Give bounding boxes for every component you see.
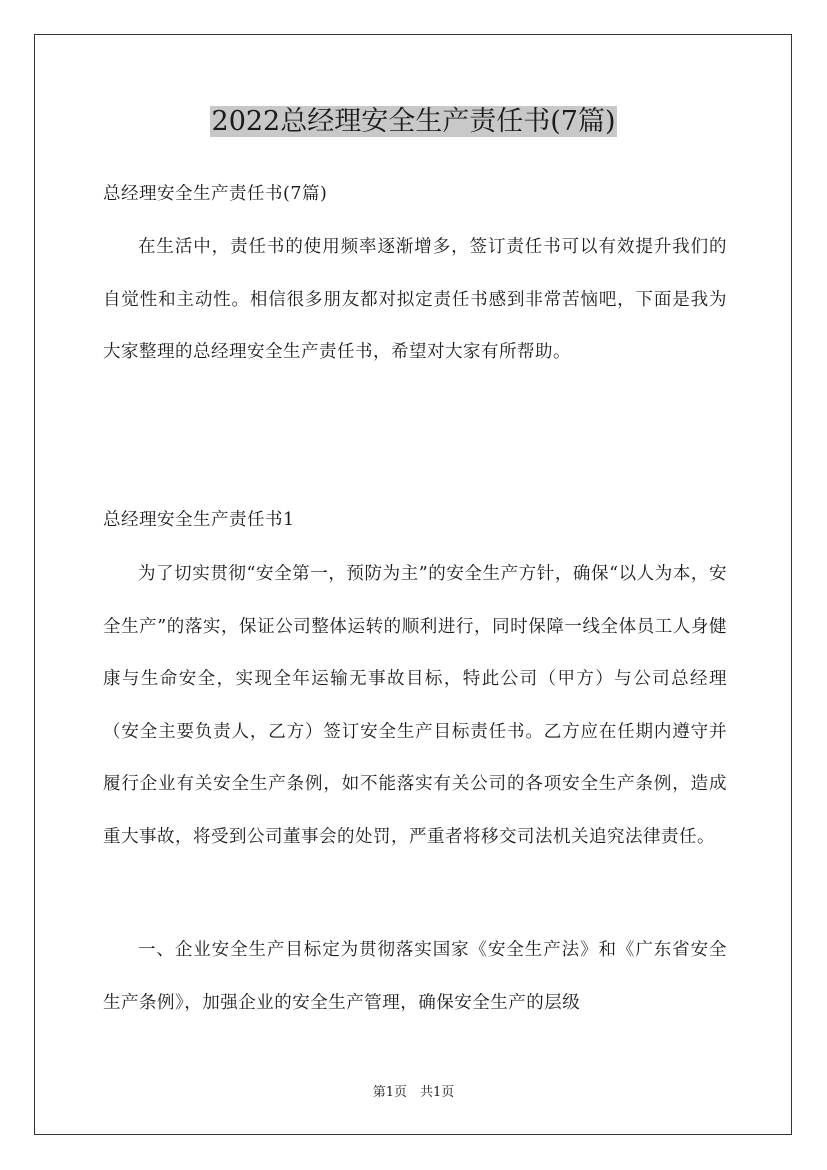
intro-paragraph: 在生活中，责任书的使用频率逐渐增多，签订责任书可以有效提升我们的自觉性和主动性。相信很多朋友都对拟定责任书感到非常苦恼吧，下面是我为大家整理的总经理安全生产责任书，希望对大家有所帮助。	[103, 237, 727, 362]
page-number-footer: 第1页 共1页	[372, 1085, 455, 1100]
document-subtitle: 总经理安全生产责任书(7篇)	[103, 184, 328, 204]
section-1-heading: 总经理安全生产责任书1	[103, 510, 295, 530]
document-title	[0, 100, 827, 144]
section-1-paragraph-1: 为了切实贯彻“安全第一，预防为主”的安全生产方针，确保“以人为本，安全生产”的落实，保证公司整体运转的顺利进行，同时保障一线全体员工人身健康与生命安全，实现全年运输无事故目标，特此公司（甲方）与公司总经理（安全主要负责人，乙方）签订安全生产目标责任书。乙方应在任期内遵守并履行企业有关安全生产条例，如不能落实有关公司的各项安全生产条例，造成重大事故，将受到公司董事会的处罚，严重者将移交司法机关追究法律责任。	[103, 564, 727, 847]
document-title-text: 2022总经理安全生产责任书(7篇)	[211, 106, 616, 137]
section-1-paragraph-2: 一、企业安全生产目标定为贯彻落实国家《安全生产法》和《广东省安全生产条例》，加强企业的安全生产管理，确保安全生产的层级	[103, 940, 727, 1013]
